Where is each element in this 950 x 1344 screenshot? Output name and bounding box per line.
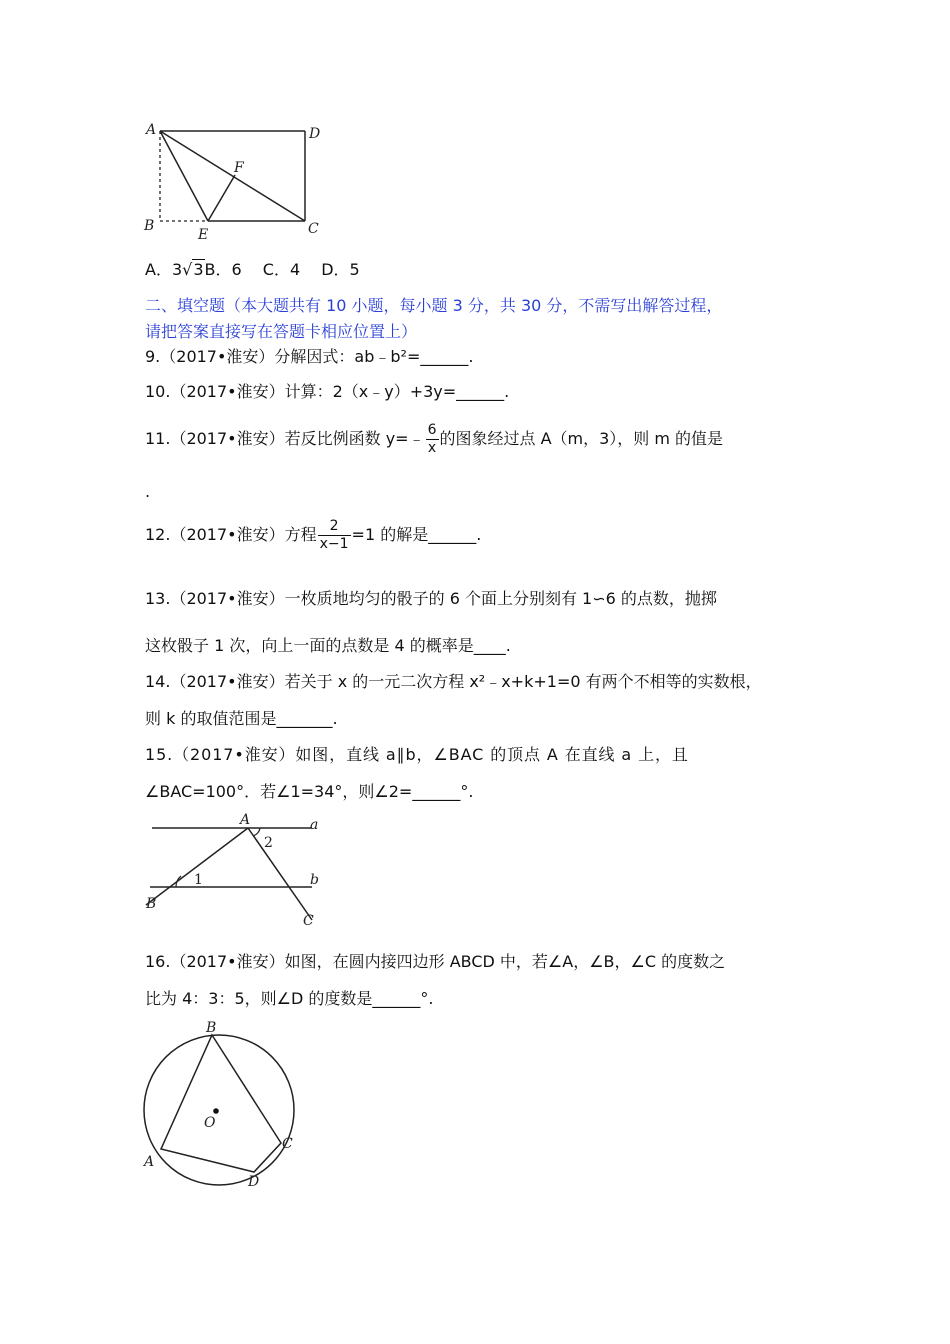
label-c: C [308,221,319,237]
label-e: E [198,227,209,243]
label-b: B [144,218,155,234]
q8-options [145,259,360,281]
question-14-line1: 14.（2017•淮安）若关于 x 的一元二次方程 x²﹣x+k+1=0 有两个不相等的实数根， [145,672,762,691]
label-line-a: a [310,817,319,833]
label-a-point: A [240,812,251,828]
label-c: C [282,1136,293,1152]
section-header-line2: 请把答案直接写在答题卡相应位置上） [145,322,418,341]
ray-ab [146,828,248,905]
parallel-lines-figure [140,810,340,932]
options-rest: B．6 C．4 D．5 [204,260,360,279]
question-12 [145,518,481,553]
label-o: O [204,1115,216,1131]
segment-ae [160,131,208,221]
quadrilateral-abcd [161,1035,281,1172]
q11-denominator: x [427,440,437,456]
q11-fraction [426,422,439,457]
question-10: 10.（2017•淮安）计算：2（x﹣y）+3y=______. [145,382,510,401]
section-header-line1: 二、填空题（本大题共有 10 小题，每小题 3 分，共 30 分，不需写出解答过程， [145,296,723,315]
q12-denominator: x−1 [319,536,349,552]
question-16-line2: 比为 4：3：5，则∠D 的度数是______°. [145,989,434,1008]
q11-numerator: 6 [427,422,437,438]
circle-o [144,1035,294,1185]
q11-post: 的图象经过点 A（m，3），则 m 的值是 [439,429,724,448]
question-15-line2: ∠BAC=100°．若∠1=34°，则∠2=______°. [145,782,474,801]
q12-post: =1 的解是______. [351,525,482,544]
q12-pre: 12.（2017•淮安）方程 [145,525,317,544]
option-a-radicand: 3 [193,260,204,279]
label-c-point: C [303,913,314,929]
q12-fraction [318,518,351,553]
circle-figure [138,1016,308,1191]
rectangle-figure [140,118,330,243]
option-a-radical: √3 [182,260,204,279]
label-line-b: b [310,872,319,888]
center-point-o [213,1108,219,1114]
angle-2-arc [253,828,260,836]
q11-pre: 11.（2017•淮安）若反比例函数 y=﹣ [145,429,425,448]
option-a-coef: 3 [171,260,183,279]
label-b: B [206,1020,217,1036]
segment-ef [208,175,235,221]
label-angle-1: 1 [194,872,203,888]
q12-numerator: 2 [318,518,351,536]
question-11 [145,422,723,457]
segment-ac [160,131,305,221]
question-16-line1: 16.（2017•淮安）如图，在圆内接四边形 ABCD 中，若∠A，∠B，∠C 的度数之 [145,952,726,971]
ray-ac [248,828,312,920]
question-13-line2: 这枚骰子 1 次，向上一面的点数是 4 的概率是____. [145,636,511,655]
question-13-line1: 13.（2017•淮安）一枚质地均匀的骰子的 6 个面上分别刻有 1∽6 的点数，抛掷 [145,589,717,608]
label-a: A [146,122,157,138]
label-b-point: B [146,896,157,912]
label-angle-2: 2 [264,835,273,851]
label-f: F [234,160,244,176]
angle-1-arc [176,876,181,887]
question-9: 9.（2017•淮安）分解因式：ab﹣b²=______. [145,347,474,366]
label-d: D [309,126,321,142]
label-a: A [144,1154,155,1170]
question-14-line2: 则 k 的取值范围是_______. [145,709,338,728]
label-d: D [248,1174,260,1190]
question-15-line1: 15.（2017•淮安）如图，直线 a∥b，∠BAC 的顶点 A 在直线 a 上，且 [145,745,689,764]
option-a-label: A． [145,260,172,279]
question-11-dot: . [145,482,151,501]
